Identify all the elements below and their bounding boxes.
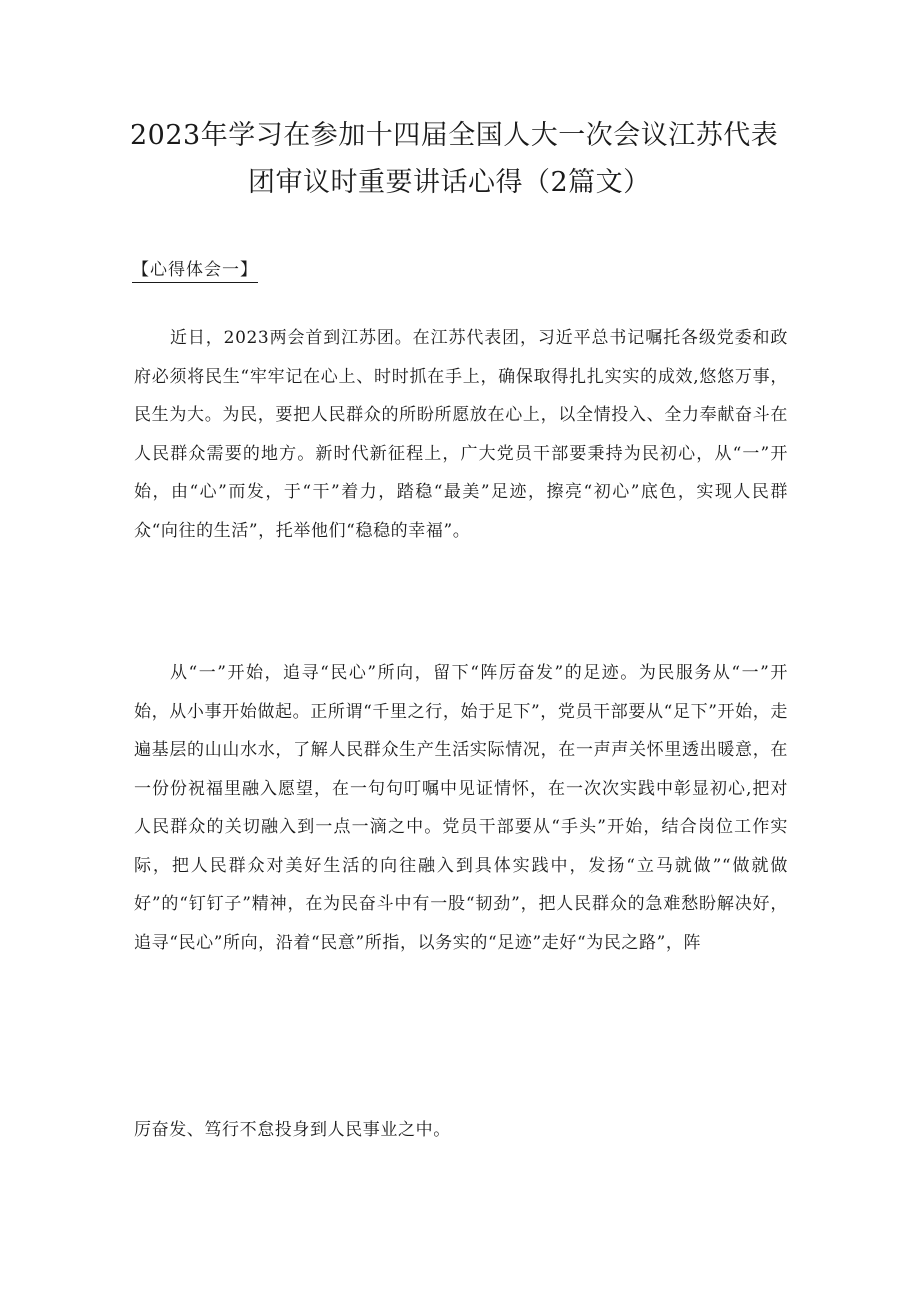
paragraph-2: 从“一”开始，追寻“民心”所向，留下“阵厉奋发”的足迹。为民服务从“一”开始，从小事开始做起。正所谓“千里之行，始于足下”，党员干部要从“足下”开始，走遍基层的山山水水，了解人民群众生产生活实际情况，在一声声关怀里透出暖意，在一份份祝福里融入愿望，在一句句叮嘱中见证情怀，在一次次实践中彰显初心,把对人民群众的关切融入到一点一滴之中。党员干部要从“手头”开始，结合岗位工作实际，把人民群众对美好生活的向往融入到具体实践中，发扬“立马就做”“做就做好”的“钉钉子”精神，在为民奋斗中有一股“韧劲”，把人民群众的急难愁盼解决好，追寻“民心”所向，沿着“民意”所指，以务实的“足迹”走好“为民之路”，阵 [134,663,788,953]
paragraph-3: 厉奋发、笃行不怠投身到人民事业之中。 [134,1120,451,1140]
title-line-2: 团审议时重要讲话心得（2篇文） [248,167,651,198]
document-title [120,112,800,206]
section-heading: 【心得体会一】 [132,258,258,283]
title-line-1: 2023年学习在参加十四届全国人大一次会议江苏代表 [130,120,779,151]
paragraph-1: 近日，2023两会首到江苏团。在江苏代表团，习近平总书记嘱托各级党委和政府必须将民生“牢牢记在心上、时时抓在手上，确保取得扎扎实实的成效,悠悠万事，民生为大。为民，要把人民群众的所盼所愿放在心上，以全情投入、全力奉献奋斗在人民群众需要的地方。新时代新征程上，广大党员干部要秉持为民初心，从“一”开始，由“心”而发，于“干”着力，踏稳“最美”足迹，擦亮“初心”底色，实现人民群众“向往的生活”，托举他们“稳稳的幸福”。 [134,328,788,541]
